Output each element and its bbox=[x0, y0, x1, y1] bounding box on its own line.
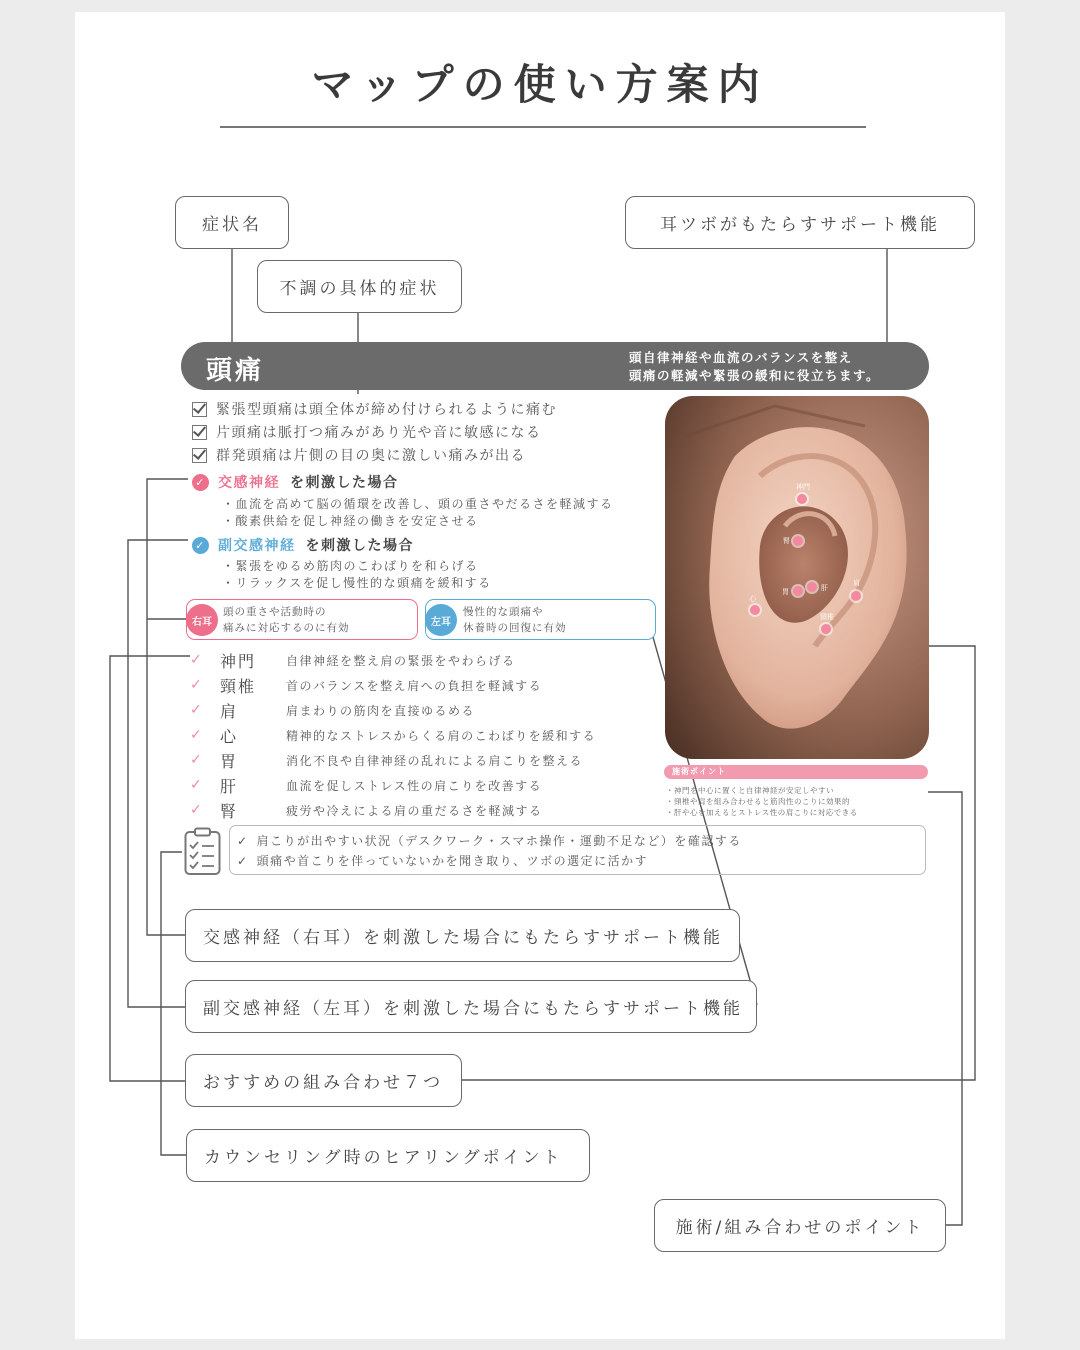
parasympathetic-name: 副交感神経 bbox=[218, 538, 296, 554]
tsubo-name: 頸椎 bbox=[220, 676, 257, 696]
symptom-item bbox=[192, 422, 542, 442]
tsubo-item bbox=[190, 675, 542, 695]
left-ear-line2: 休養時の回復に有効 bbox=[463, 622, 567, 634]
symptom-item bbox=[192, 445, 526, 465]
tsubo-desc: 消化不良や自律神経の乱れによる肩こりを整える bbox=[286, 753, 584, 768]
treatment-line: ・肝や心を加えるとストレス性の肩こりに対応できる bbox=[666, 808, 858, 817]
tsubo-desc: 精神的なストレスからくる肩のこわばりを緩和する bbox=[286, 728, 597, 743]
check-icon: ✓ bbox=[190, 702, 202, 718]
tsubo-item bbox=[190, 650, 516, 670]
symptom-text: 群発頭痛は片側の目の奥に激しい痛みが出る bbox=[216, 448, 526, 464]
symptom-description-line2: 頭痛の軽減や緊張の緩和に役立ちます。 bbox=[629, 368, 881, 383]
check-icon: ✓ bbox=[237, 834, 249, 848]
ear-point-label: 肩 bbox=[853, 579, 860, 587]
ear-point-label: 肝 bbox=[821, 584, 828, 592]
hearing-item bbox=[237, 832, 742, 849]
hearing-item bbox=[237, 852, 648, 869]
checkbox-icon bbox=[192, 425, 207, 440]
left-ear-line1: 慢性的な頭痛や bbox=[463, 606, 544, 618]
right-ear-line1: 頭の重さや活動時の bbox=[223, 606, 327, 618]
callout-support-function: 耳ツボがもたらすサポート機能 bbox=[625, 196, 975, 249]
check-icon: ✓ bbox=[190, 652, 202, 668]
callout-recommended-combos: おすすめの組み合わせ７つ bbox=[185, 1054, 462, 1107]
callout-counseling-points: カウンセリング時のヒアリングポイント bbox=[186, 1129, 590, 1182]
check-icon: ✓ bbox=[190, 752, 202, 768]
tsubo-name: 肝 bbox=[220, 776, 239, 796]
callout-sympathetic-support: 交感神経（右耳）を刺激した場合にもたらすサポート機能 bbox=[185, 909, 740, 962]
ear-point-label: 神門 bbox=[796, 483, 810, 491]
right-ear-line2: 痛みに対応するのに有効 bbox=[223, 622, 350, 634]
clipboard-icon bbox=[184, 827, 221, 880]
ear-point-label: 頸椎 bbox=[820, 613, 834, 621]
title-divider bbox=[220, 126, 866, 128]
sympathetic-name: 交感神経 bbox=[218, 475, 280, 491]
left-ear-text bbox=[463, 604, 567, 636]
check-circle-icon: ✓ bbox=[192, 474, 209, 491]
ear-point-dot bbox=[797, 494, 807, 504]
symptom-text: 緊張型頭痛は頭全体が締め付けられるように痛む bbox=[216, 402, 557, 418]
check-icon: ✓ bbox=[190, 777, 202, 793]
right-ear-text bbox=[223, 604, 350, 636]
tsubo-item bbox=[190, 700, 475, 720]
parasympathetic-bullet: ・緊張をゆるめ筋肉のこわばりを和らげる bbox=[222, 559, 479, 573]
tsubo-desc: 首のバランスを整え肩への負担を軽減する bbox=[286, 678, 543, 693]
symptom-title: 頭痛 bbox=[206, 356, 265, 386]
check-icon: ✓ bbox=[237, 854, 249, 868]
checkbox-icon bbox=[192, 402, 207, 417]
sympathetic-bullet: ・酸素供給を促し神経の働きを安定させる bbox=[222, 514, 479, 528]
ear-point-dot bbox=[793, 586, 803, 596]
treatment-point-label: 施術ポイント bbox=[672, 767, 726, 776]
ear-point-dot bbox=[750, 605, 760, 615]
callout-specific-symptoms: 不調の具体的症状 bbox=[257, 260, 462, 313]
checkbox-icon bbox=[192, 448, 207, 463]
ear-point-dot bbox=[793, 536, 803, 546]
symptom-description-line1: 頭自律神経や血流のバランスを整え bbox=[629, 350, 853, 365]
check-icon: ✓ bbox=[190, 727, 202, 743]
tsubo-item bbox=[190, 750, 583, 770]
left-ear-badge: 左耳 bbox=[425, 604, 457, 636]
symptom-text: 片頭痛は脈打つ痛みがあり光や音に敏感になる bbox=[216, 425, 542, 441]
callout-treatment-points: 施術/組み合わせのポイント bbox=[654, 1199, 946, 1252]
parasympathetic-suffix: を刺激した場合 bbox=[305, 538, 414, 554]
connector-sympathetic bbox=[147, 479, 188, 935]
tsubo-item bbox=[190, 725, 596, 745]
parasympathetic-bullet: ・リラックスを促し慢性的な頭痛を緩和する bbox=[222, 576, 492, 590]
page-title: マップの使い方案内 bbox=[311, 60, 769, 109]
connector-counseling bbox=[161, 852, 186, 1155]
connector-combos-left bbox=[110, 656, 190, 1081]
tsubo-name: 神門 bbox=[220, 651, 257, 671]
treatment-point-bar bbox=[664, 765, 928, 779]
ear-photo bbox=[665, 396, 929, 759]
tsubo-name: 腎 bbox=[220, 801, 239, 821]
tsubo-name: 心 bbox=[220, 726, 239, 746]
callout-parasympathetic-support: 副交感神経（左耳）を刺激した場合にもたらすサポート機能 bbox=[185, 980, 757, 1033]
tsubo-desc: 疲労や冷えによる肩の重だるさを軽減する bbox=[286, 803, 543, 818]
right-ear-badge: 右耳 bbox=[186, 604, 218, 636]
symptom-header-bar bbox=[181, 342, 929, 390]
tsubo-item bbox=[190, 775, 542, 795]
treatment-line: ・頸椎や肩を組み合わせると筋肉性のこりに効果的 bbox=[666, 797, 850, 806]
sympathetic-bullet: ・血流を高めて脳の循環を改善し、頭の重さやだるさを軽減する bbox=[222, 497, 614, 511]
ear-point-label: 心 bbox=[749, 595, 756, 603]
hearing-text: 肩こりが出やすい状況（デスクワーク・スマホ操作・運動不足など）を確認する bbox=[256, 834, 742, 848]
ear-point-dot bbox=[807, 582, 817, 592]
tsubo-desc: 肩まわりの筋肉を直接ゆるめる bbox=[286, 703, 476, 718]
ear-point-dot bbox=[851, 591, 861, 601]
ear-point-label: 胃 bbox=[782, 588, 789, 596]
ear-point-dot bbox=[821, 624, 831, 634]
symptom-item bbox=[192, 399, 557, 419]
tsubo-desc: 自律神経を整え肩の緊張をやわらげる bbox=[286, 653, 516, 668]
symptom-description bbox=[629, 349, 880, 385]
parasympathetic-heading bbox=[192, 535, 414, 555]
check-icon: ✓ bbox=[190, 677, 202, 693]
check-circle-icon: ✓ bbox=[192, 537, 209, 554]
check-icon: ✓ bbox=[190, 802, 202, 818]
connector-treatment bbox=[928, 792, 962, 1225]
treatment-line: ・神門を中心に置くと自律神経が安定しやすい bbox=[666, 786, 834, 795]
tsubo-name: 肩 bbox=[220, 701, 239, 721]
callout-symptom-name: 症状名 bbox=[175, 196, 289, 249]
tsubo-name: 胃 bbox=[220, 751, 239, 771]
sympathetic-heading bbox=[192, 472, 399, 492]
ear-illustration bbox=[665, 396, 929, 759]
tsubo-item bbox=[190, 800, 543, 820]
hearing-text: 頭痛や首こりを伴っていないかを聞き取り、ツボの選定に活かす bbox=[256, 854, 649, 868]
sympathetic-suffix: を刺激した場合 bbox=[290, 475, 399, 491]
ear-point-label: 腎 bbox=[783, 537, 790, 545]
connector-parasympathetic bbox=[128, 540, 188, 1007]
tsubo-desc: 血流を促しストレス性の肩こりを改善する bbox=[286, 778, 543, 793]
